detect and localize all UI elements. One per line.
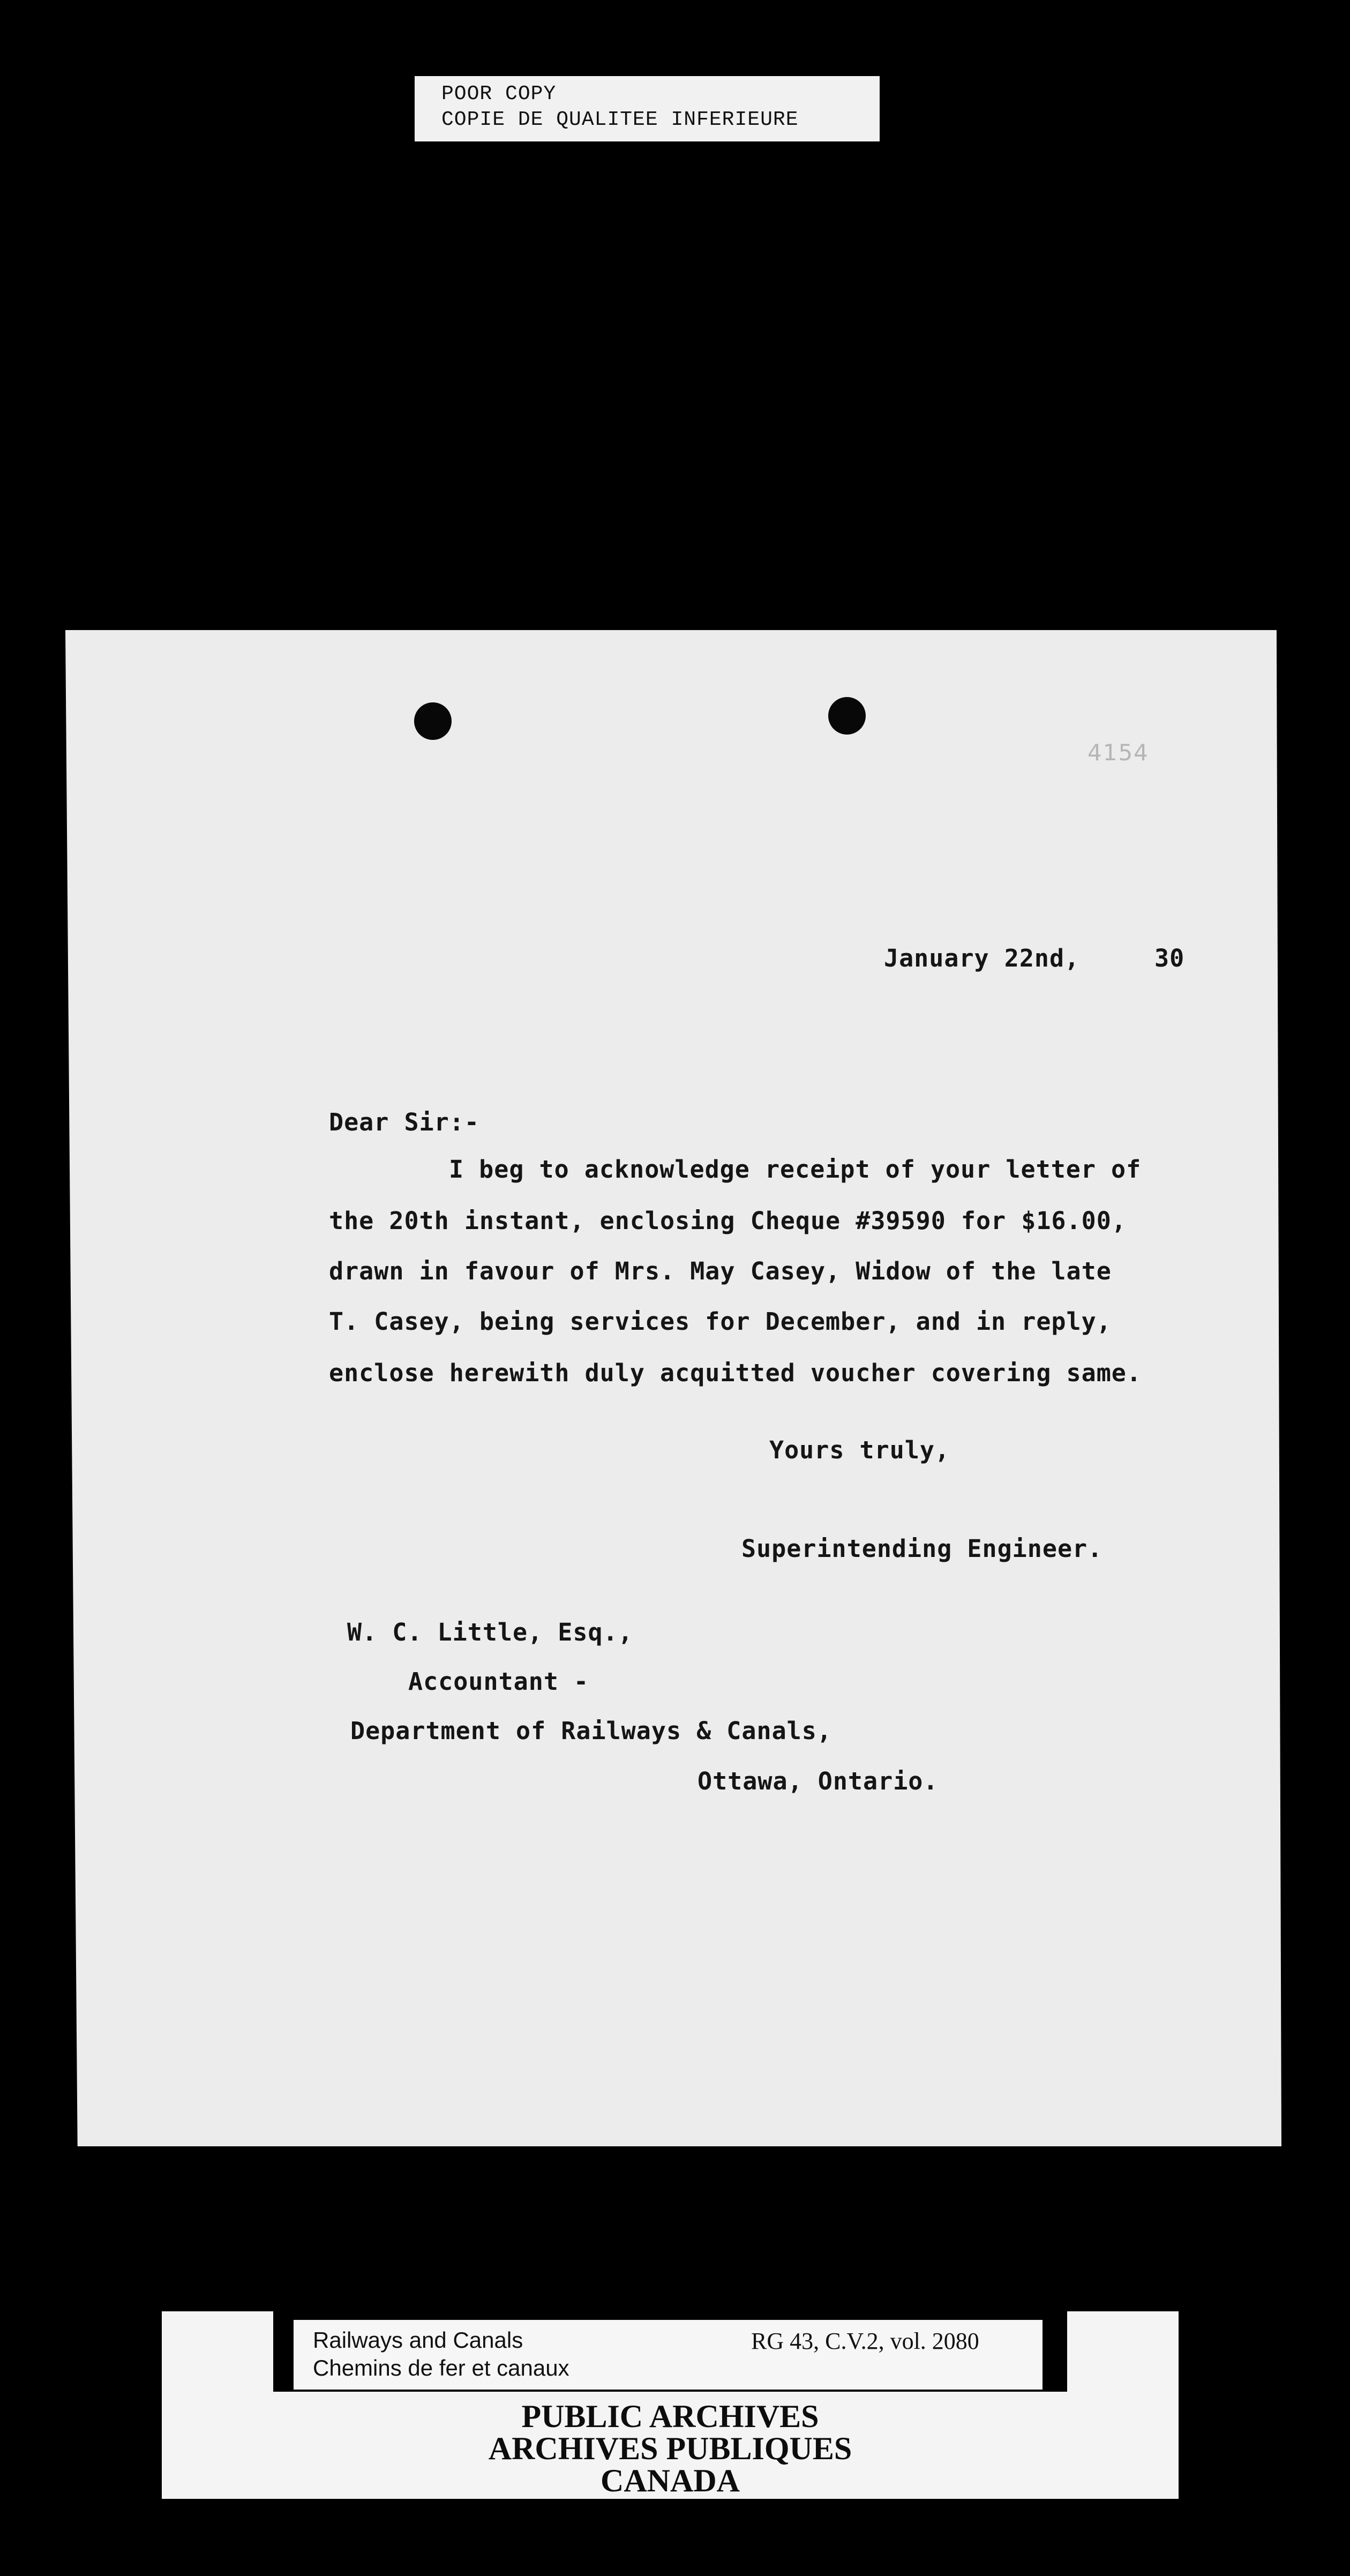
recipient-department: Department of Railways & Canals,: [350, 1717, 832, 1745]
poor-copy-stamp: [415, 76, 880, 141]
body-line-5: enclose herewith duly acquitted voucher covering same.: [329, 1359, 1142, 1387]
body-line-3: drawn in favour of Mrs. May Casey, Widow of the late: [329, 1257, 1112, 1285]
archives-heading: [162, 2400, 1179, 2497]
collection-french: Chemins de fer et canaux: [313, 2355, 569, 2380]
archive-reference: RG 43, C.V.2, vol. 2080: [751, 2328, 979, 2354]
stamp-line-2: COPIE DE QUALITEE INFERIEURE: [441, 108, 799, 131]
closing: Yours truly,: [769, 1436, 950, 1464]
archives-english: PUBLIC ARCHIVES: [521, 2399, 819, 2434]
archives-country: CANADA: [601, 2463, 740, 2498]
body-line-2: the 20th instant, enclosing Cheque #39590 for $16.00,: [329, 1207, 1127, 1235]
body-line-4: T. Casey, being services for December, and in reply,: [329, 1307, 1112, 1336]
archive-reference-card: [294, 2320, 1042, 2390]
body-line-1: I beg to acknowledge receipt of your letter of: [449, 1155, 1142, 1184]
recipient-title: Accountant -: [408, 1667, 589, 1696]
salutation: Dear Sir:-: [329, 1108, 479, 1136]
stamp-line-1: POOR COPY: [441, 83, 557, 106]
letter-year: 30: [1154, 944, 1185, 972]
letter-page: [65, 630, 1281, 2146]
punch-hole-left: [414, 702, 452, 740]
letter-date: January 22nd,: [884, 944, 1080, 972]
recipient-name: W. C. Little, Esq.,: [347, 1618, 633, 1646]
folio-number: 4154: [1088, 739, 1149, 766]
archives-french: ARCHIVES PUBLIQUES: [488, 2431, 852, 2466]
punch-hole-right: [828, 697, 866, 735]
collection-english: Railways and Canals: [313, 2327, 523, 2353]
signature-title: Superintending Engineer.: [741, 1534, 1103, 1563]
recipient-city: Ottawa, Ontario.: [698, 1767, 939, 1795]
